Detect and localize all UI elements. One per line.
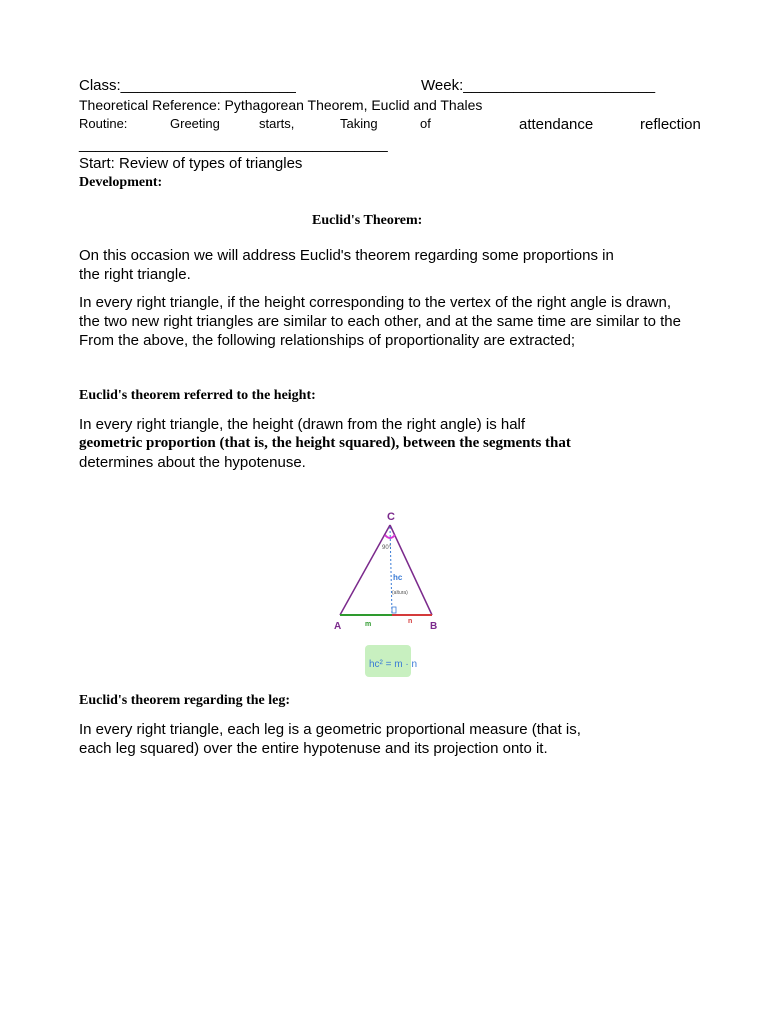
height-caption: (altura) — [392, 590, 408, 596]
segment-n-label: n — [408, 618, 413, 625]
angle-label: 90° — [382, 545, 392, 551]
similarity-paragraph — [79, 293, 679, 350]
paragraph-line: determines about the hypotenuse. — [79, 454, 306, 471]
routine-word: starts, — [259, 116, 295, 131]
formula-text: hc² = m · n — [369, 659, 418, 670]
routine-word: of — [420, 116, 431, 131]
start-line: Start: Review of types of triangles — [79, 155, 303, 172]
paragraph-line: In every right triangle, each leg is a geometric proportional measure (that is, — [79, 721, 581, 738]
paragraph-line: each leg squared) over the entire hypotenuse and its projection onto it. — [79, 740, 548, 757]
leg-theorem-heading: Euclid's theorem regarding the leg: — [79, 693, 291, 708]
routine-word: attendance — [519, 116, 594, 133]
paragraph-line: geometric proportion (that is, the height squared), between the segments that — [79, 435, 571, 451]
vertex-c-label: C — [387, 511, 395, 523]
height-label: hc — [393, 573, 403, 582]
paragraph-line: the two new right triangles are similar to each other, and at the same time are similar to the — [79, 313, 681, 330]
routine-underline: _____________________________________ — [79, 136, 388, 153]
height-theorem-heading: Euclid's theorem referred to the height: — [79, 388, 316, 403]
theoretical-reference: Theoretical Reference: Pythagorean Theorem, Euclid and Thales — [79, 97, 483, 113]
euclid-height-figure — [320, 505, 450, 683]
paragraph-line: On this occasion we will address Euclid's theorem regarding some proportions in — [79, 247, 614, 264]
intro-paragraph — [79, 246, 679, 284]
development-heading: Development: — [79, 175, 163, 190]
paragraph-line: From the above, the following relationships of proportionality are extracted; — [79, 332, 576, 349]
section-heading-euclid: Euclid's Theorem: — [312, 213, 423, 228]
paragraph-line: In every right triangle, the height (drawn from the right angle) is half — [79, 416, 526, 433]
segment-m-label: m — [365, 621, 372, 628]
routine-word: Greeting — [170, 116, 220, 131]
leg-theorem-paragraph — [79, 720, 679, 758]
triangle-diagram — [320, 505, 450, 683]
class-field: Class:_____________________ — [79, 77, 296, 94]
paragraph-line: In every right triangle, if the height corresponding to the vertex of the right angle is drawn, — [79, 294, 672, 311]
vertex-b-label: B — [430, 621, 438, 632]
routine-word: reflection — [640, 116, 701, 133]
routine-word: Routine: — [79, 116, 128, 131]
vertex-a-label: A — [334, 621, 342, 632]
routine-word: Taking — [340, 116, 378, 131]
week-field: Week:_______________________ — [421, 77, 656, 94]
paragraph-line: the right triangle. — [79, 266, 191, 283]
height-theorem-paragraph — [79, 415, 679, 472]
